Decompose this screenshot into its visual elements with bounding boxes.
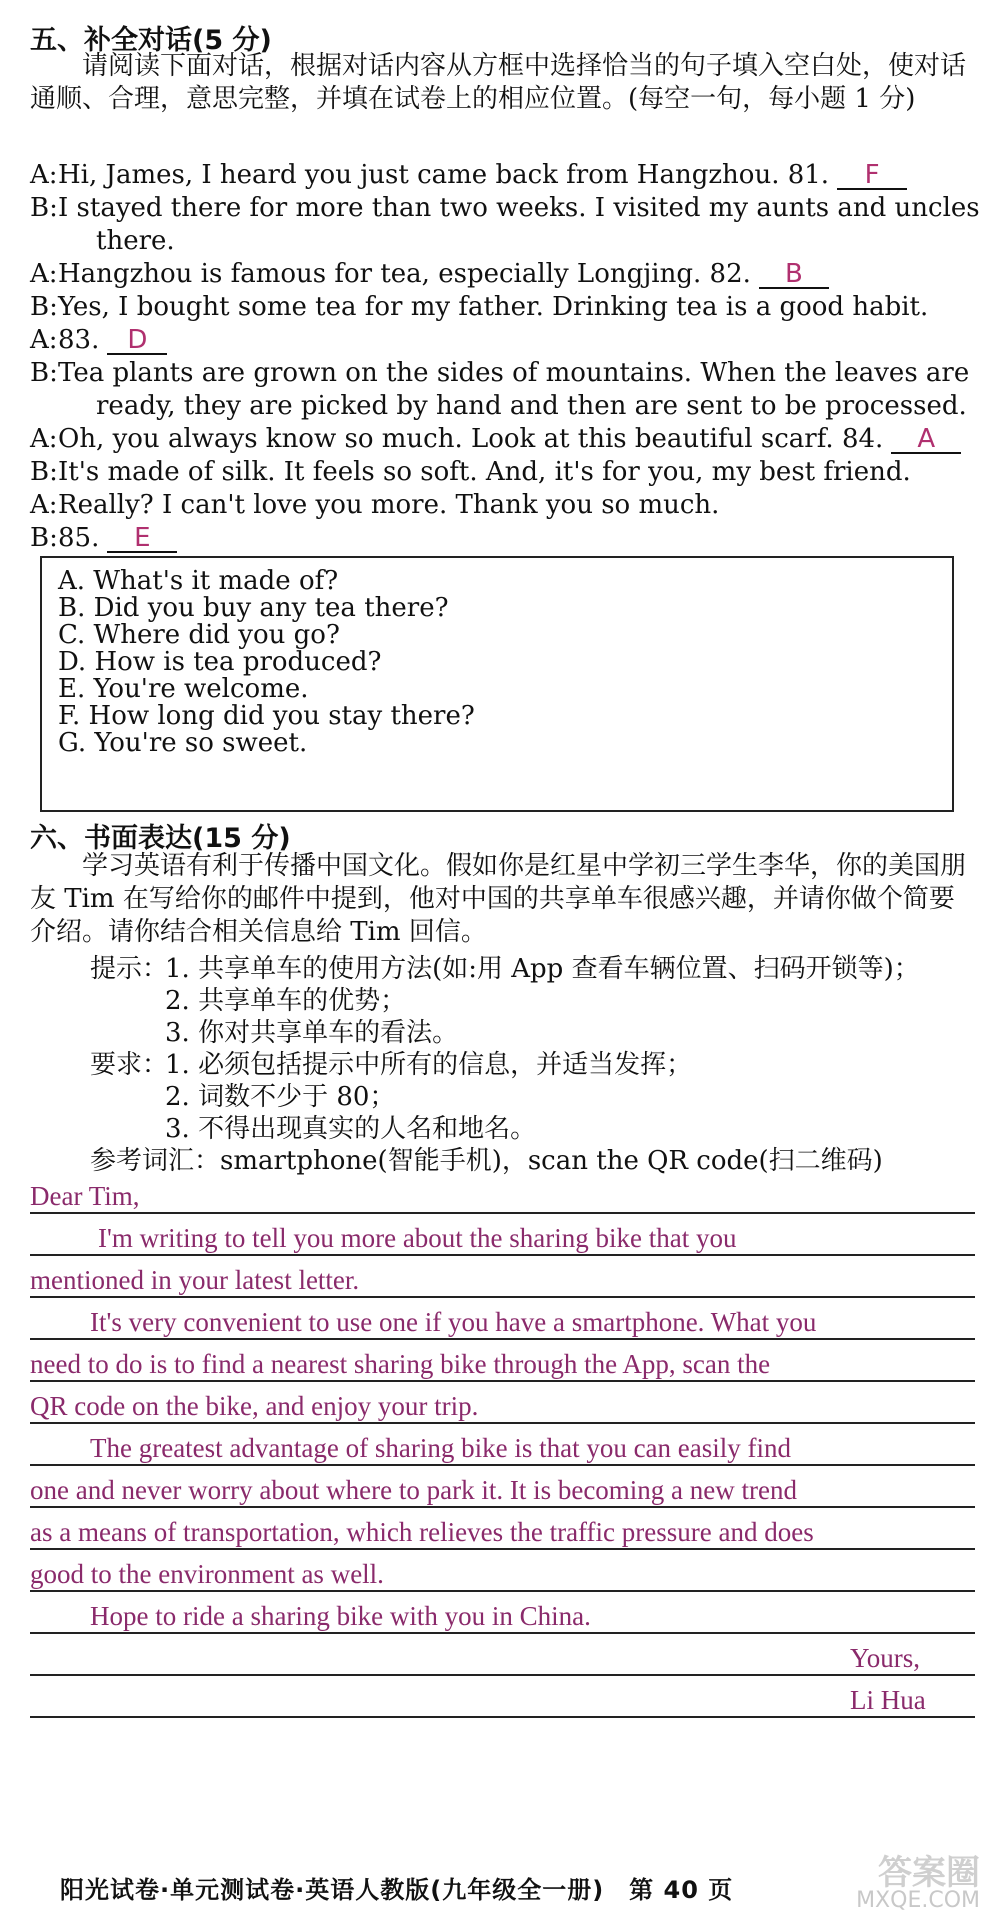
requirements-label: 要求： bbox=[90, 1050, 169, 1080]
dialogue-line bbox=[30, 160, 975, 190]
essay-line: one and never worry about where to park it. It is becoming a new trend bbox=[30, 1475, 797, 1505]
answer-blank: A bbox=[891, 426, 961, 454]
essay-line: as a means of transportation, which relieves the traffic pressure and does bbox=[30, 1517, 814, 1547]
dialogue-line bbox=[30, 358, 975, 388]
writing-line bbox=[30, 1632, 975, 1634]
watermark-url: MXQE.COM bbox=[856, 1888, 980, 1913]
speaker-label: B: bbox=[30, 292, 58, 322]
speaker-label: B: bbox=[30, 457, 58, 487]
speaker-label: B: bbox=[30, 358, 58, 388]
dialogue-text: 85. bbox=[58, 523, 100, 553]
writing-line bbox=[30, 1548, 975, 1550]
writing-line bbox=[30, 1674, 975, 1676]
essay-line: good to the environment as well. bbox=[30, 1559, 384, 1589]
dialogue-text: 83. bbox=[58, 325, 100, 355]
reference-vocabulary: 参考词汇：smartphone(智能手机)，scan the QR code(扫二维码) bbox=[90, 1146, 883, 1176]
requirement-item: 2. 词数不少于 80； bbox=[165, 1082, 396, 1112]
dialogue-text: Yes, I bought some tea for my father. Drinking tea is a good habit. bbox=[58, 292, 929, 322]
watermark-logo: 答案圈 bbox=[878, 1853, 980, 1893]
dialogue-text: It's made of silk. It feels so soft. And, it's for you, my best friend. bbox=[58, 457, 911, 487]
requirement-item: 3. 不得出现真实的人名和地名。 bbox=[165, 1114, 537, 1144]
essay-line: The greatest advantage of sharing bike is that you can easily find bbox=[90, 1433, 792, 1463]
writing-line bbox=[30, 1212, 975, 1214]
answer-blank: F bbox=[837, 162, 907, 190]
section6-title: 六、书面表达(15 分) bbox=[30, 823, 291, 854]
dialogue-text: Really? I can't love you more. Thank you so much. bbox=[58, 490, 720, 520]
section5-instruction: 请阅读下面对话，根据对话内容从方框中选择恰当的句子填入空白处，使对话通顺、合理，意思完整，并填在试卷上的相应位置。(每空一句，每小题 1 分) bbox=[30, 51, 967, 114]
essay-line: I'm writing to tell you more about the sharing bike that you bbox=[98, 1223, 737, 1253]
dialogue-line bbox=[30, 325, 975, 355]
options-box bbox=[40, 556, 954, 812]
answer-blank: B bbox=[759, 261, 829, 289]
dialogue-line bbox=[30, 292, 975, 322]
dialogue-line bbox=[30, 424, 975, 454]
essay-line: mentioned in your latest letter. bbox=[30, 1265, 360, 1295]
writing-line bbox=[30, 1716, 975, 1718]
hint-item: 1. 共享单车的使用方法(如:用 App 查看车辆位置、扫码开锁等)； bbox=[165, 954, 920, 984]
dialogue-line bbox=[30, 457, 975, 487]
writing-line bbox=[30, 1422, 975, 1424]
speaker-label: A: bbox=[30, 325, 58, 355]
hint-item: 3. 你对共享单车的看法。 bbox=[165, 1018, 459, 1048]
option-f: F. How long did you stay there? bbox=[58, 701, 475, 731]
option-a: A. What's it made of? bbox=[58, 566, 339, 596]
dialogue-text: Tea plants are grown on the sides of mountains. When the leaves are bbox=[58, 358, 970, 388]
answer-blank: D bbox=[107, 327, 167, 355]
dialogue-text: Hi, James, I heard you just came back from Hangzhou. 81. bbox=[58, 160, 830, 190]
writing-line bbox=[30, 1590, 975, 1592]
answer-blank: E bbox=[107, 525, 177, 553]
dialogue-text: I stayed there for more than two weeks. I visited my aunts and uncles bbox=[58, 193, 980, 223]
dialogue-line bbox=[30, 523, 975, 553]
writing-line bbox=[30, 1338, 975, 1340]
option-b: B. Did you buy any tea there? bbox=[58, 593, 449, 623]
dialogue-line bbox=[30, 490, 975, 520]
speaker-label: A: bbox=[30, 259, 58, 289]
writing-line bbox=[30, 1296, 975, 1298]
dialogue-text: Hangzhou is famous for tea, especially Longjing. 82. bbox=[58, 259, 751, 289]
dialogue-text: ready, they are picked by hand and then are sent to be processed. bbox=[96, 391, 967, 421]
dialogue-line bbox=[30, 226, 975, 256]
essay-closing: Yours, bbox=[850, 1643, 921, 1673]
speaker-label: B: bbox=[30, 523, 58, 553]
writing-line bbox=[30, 1464, 975, 1466]
dialogue-text: Oh, you always know so much. Look at this beautiful scarf. 84. bbox=[58, 424, 884, 454]
writing-line bbox=[30, 1254, 975, 1256]
section6-prompt: 学习英语有利于传播中国文化。假如你是红星中学初三学生李华，你的美国朋友 Tim 在写给你的邮件中提到，他对中国的共享单车很感兴趣，并请你做个简要介绍。请你结合相关信息给 Tim 回信。 bbox=[30, 851, 967, 947]
speaker-label: B: bbox=[30, 193, 58, 223]
essay-line: It's very convenient to use one if you have a smartphone. What you bbox=[90, 1307, 817, 1337]
section5-title: 五、补全对话(5 分) bbox=[30, 25, 272, 56]
hint-item: 2. 共享单车的优势； bbox=[165, 986, 407, 1016]
speaker-label: A: bbox=[30, 490, 58, 520]
essay-line: need to do is to find a nearest sharing bike through the App, scan the bbox=[30, 1349, 771, 1379]
writing-line bbox=[30, 1380, 975, 1382]
dialogue-line bbox=[30, 193, 980, 223]
dialogue-line bbox=[30, 391, 975, 421]
writing-line bbox=[30, 1506, 975, 1508]
page-footer: 阳光试卷·单元测试卷·英语人教版(九年级全一册) 第 40 页 bbox=[60, 1876, 734, 1904]
dialogue-line bbox=[30, 259, 975, 289]
option-c: C. Where did you go? bbox=[58, 620, 340, 650]
essay-greeting: Dear Tim, bbox=[30, 1181, 140, 1211]
option-e: E. You're welcome. bbox=[58, 674, 309, 704]
option-d: D. How is tea produced? bbox=[58, 647, 382, 677]
essay-line: Hope to ride a sharing bike with you in China. bbox=[90, 1601, 591, 1631]
dialogue-text: there. bbox=[96, 226, 175, 256]
essay-signature: Li Hua bbox=[850, 1685, 926, 1715]
essay-line: QR code on the bike, and enjoy your trip. bbox=[30, 1391, 479, 1421]
option-g: G. You're so sweet. bbox=[58, 728, 308, 758]
speaker-label: A: bbox=[30, 160, 58, 190]
requirement-item: 1. 必须包括提示中所有的信息，并适当发挥； bbox=[165, 1050, 693, 1080]
speaker-label: A: bbox=[30, 424, 58, 454]
hints-label: 提示： bbox=[90, 954, 169, 984]
